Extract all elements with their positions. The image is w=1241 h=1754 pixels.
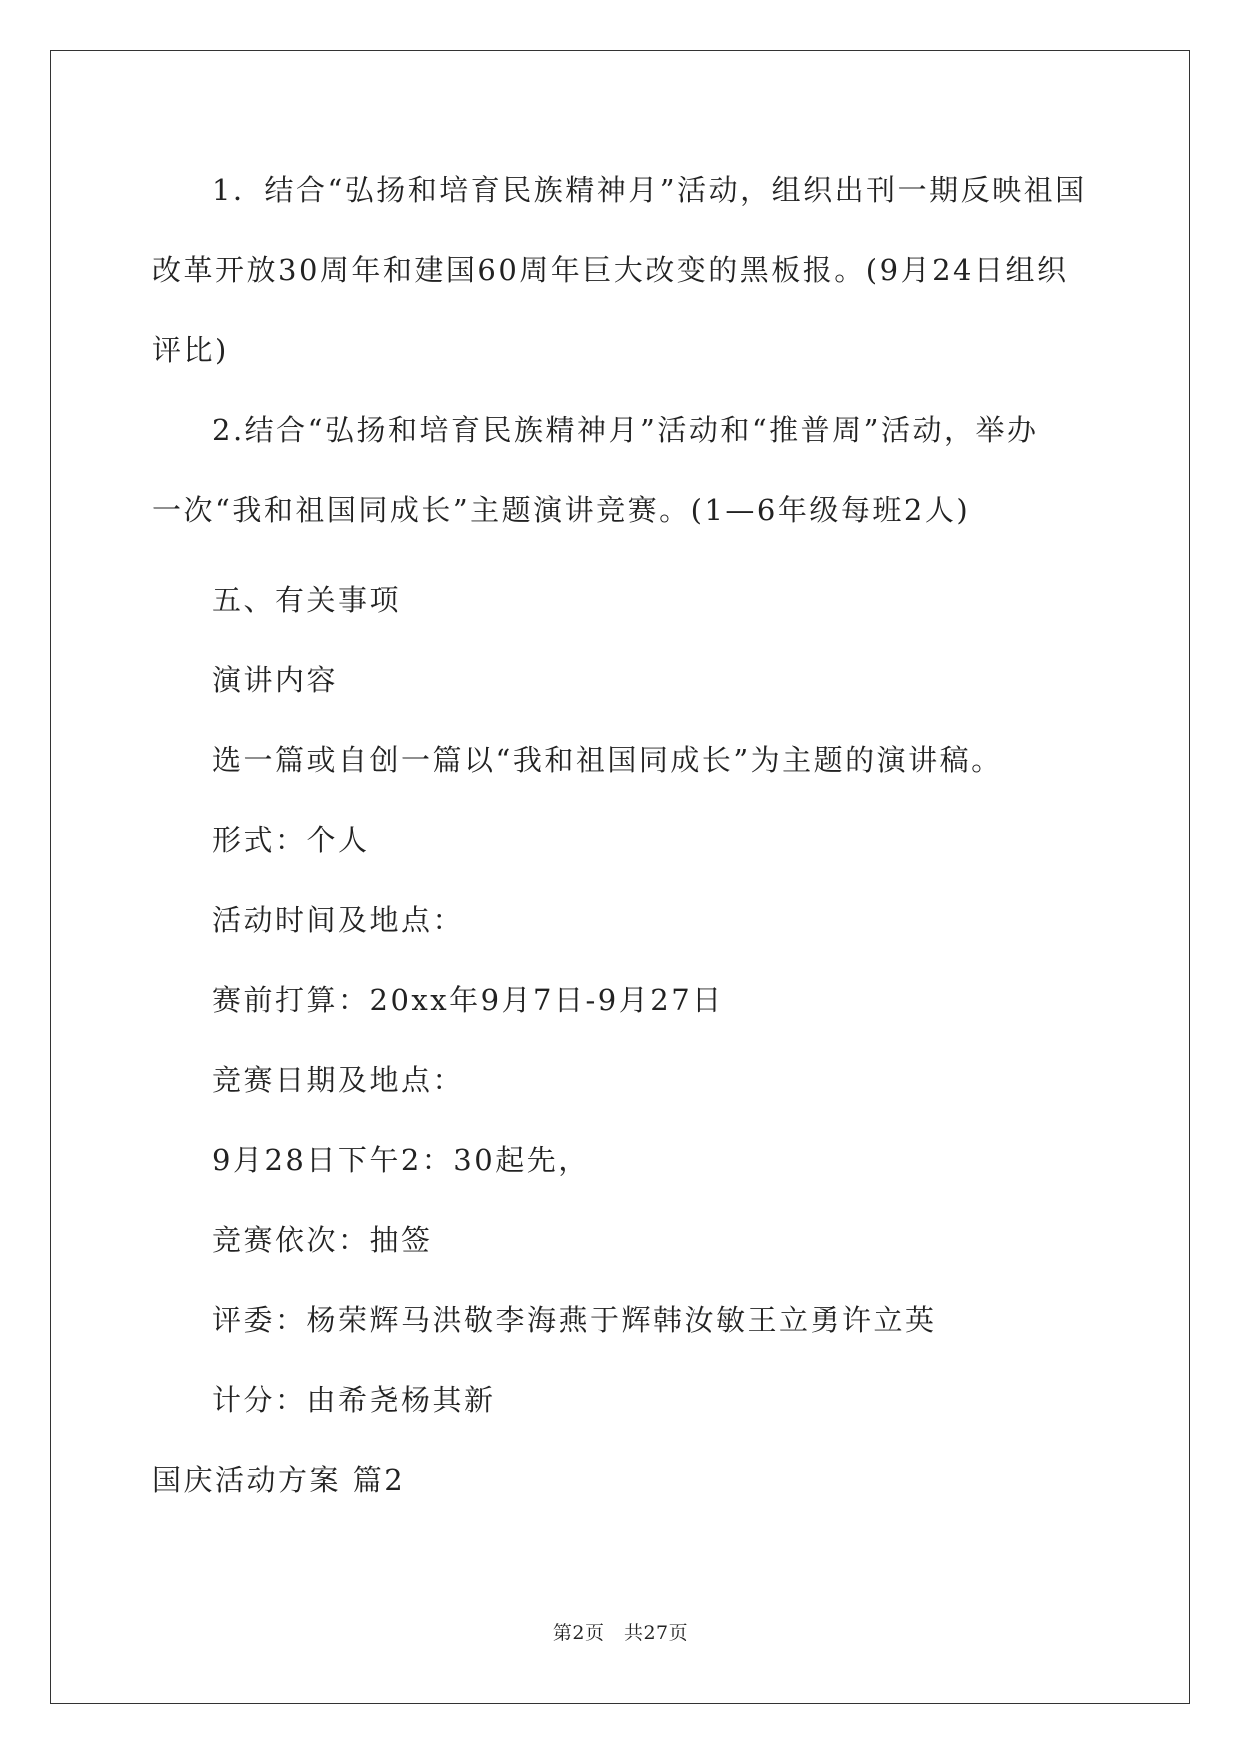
item-1-line-2: 改革开放30周年和建国60周年巨大改变的黑板报。(9月24日组织 — [152, 253, 1069, 287]
item-1-line-3: 评比) — [152, 333, 229, 367]
detail-order: 竞赛依次：抽签 — [212, 1223, 433, 1257]
detail-judges: 评委：杨荣辉马洪敬李海燕于辉韩汝敏王立勇许立英 — [212, 1303, 937, 1337]
section-heading: 五、有关事项 — [212, 583, 402, 617]
detail-contest-date-heading: 竞赛日期及地点： — [212, 1063, 465, 1097]
page-number-footer: 第2页 共27页 — [552, 1622, 689, 1644]
item-1-paragraph — [152, 150, 1088, 390]
detail-preparation: 赛前打算：20xx年9月7日-9月27日 — [212, 983, 724, 1017]
item-1-line-1: 1．结合“弘扬和培育民族精神月”活动，组织出刊一期反映祖国 — [212, 173, 1087, 207]
detail-scoring: 计分：由希尧杨其新 — [212, 1383, 496, 1417]
detail-time-place-heading: 活动时间及地点： — [212, 903, 465, 937]
item-2-paragraph — [152, 390, 1088, 550]
item-2-line-2: 一次“我和祖国同成长”主题演讲竞赛。(1—6年级每班2人) — [152, 493, 971, 527]
detail-speech-content: 演讲内容 — [212, 663, 339, 697]
detail-contest-start: 9月28日下午2：30起先， — [212, 1143, 590, 1177]
detail-format: 形式：个人 — [212, 823, 370, 857]
item-2-line-1: 2.结合“弘扬和培育民族精神月”活动和“推普周”活动，举办 — [212, 413, 1039, 447]
detail-speech-requirement: 选一篇或自创一篇以“我和祖国同成长”为主题的演讲稿。 — [212, 743, 1003, 777]
next-section-title: 国庆活动方案 篇2 — [152, 1463, 406, 1497]
